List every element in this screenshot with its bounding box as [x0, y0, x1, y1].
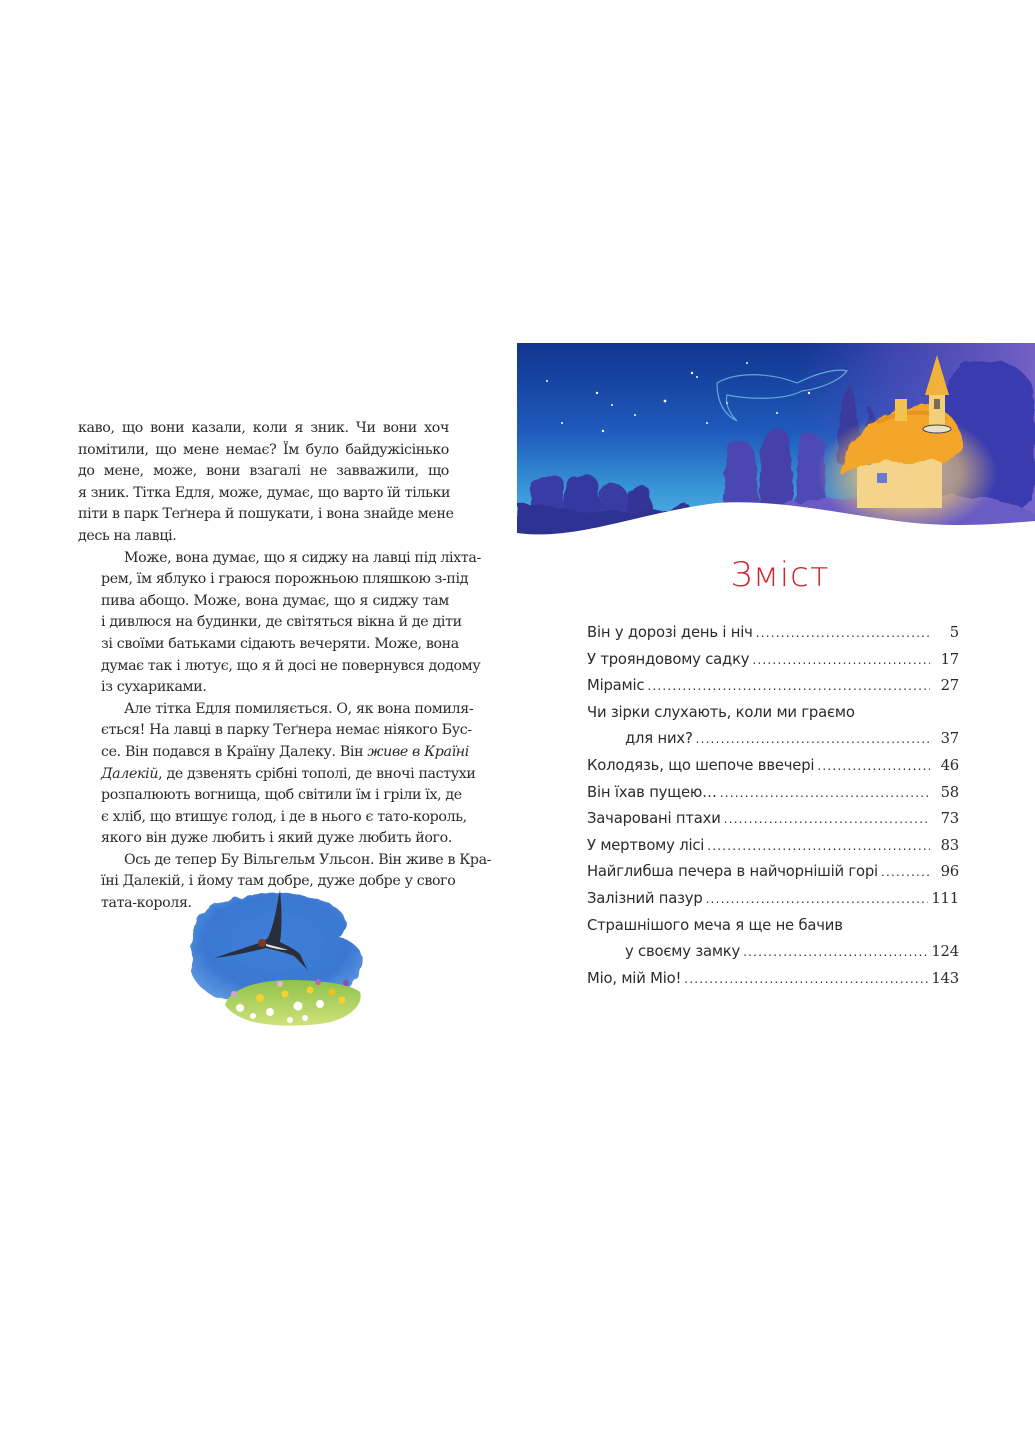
text-line: якого він дуже любить і який дуже любить його. [101, 830, 452, 847]
leader-dots [881, 859, 930, 886]
text-line [78, 764, 476, 786]
toc-entry-title: Він у дорозі день і ніч [587, 624, 753, 641]
swallow-meadow-icon [170, 880, 380, 1030]
toc-entry-page: 73 [940, 810, 959, 828]
leader-dots [684, 966, 928, 993]
toc-entry-page: 96 [940, 863, 959, 881]
text-line: Може, вона думає, що я сиджу на лавці під ліхта- [124, 549, 481, 566]
text-line: каво, що вони казали, коли я зник. Чи вони хоч [78, 420, 449, 436]
toc-entry-page: 37 [940, 730, 959, 748]
toc-entry-title: Найглибша печера в найчорнішій горі [587, 863, 878, 881]
leader-dots [706, 886, 929, 913]
leader-dots [752, 647, 930, 674]
paragraph-1 [78, 418, 454, 548]
toc-entry-title-continuation: у своєму замку [625, 943, 741, 961]
toc-entry-page: 58 [940, 783, 959, 801]
toc-entry-page: 111 [931, 889, 959, 907]
swallow-illustration [170, 880, 380, 1030]
text-fragment: се. Він подався в Країну Далеку. Він [101, 743, 364, 760]
toc-entry-title-continuation: для них? [625, 730, 693, 748]
toc-entry-line-1[interactable] [587, 913, 959, 940]
text-line: із сухариками. [101, 679, 207, 696]
text-line: я зник. Тітка Едля, може, думає, що варто їй тільки [78, 484, 451, 501]
toc-entry-title: Колодязь, що шепоче ввечері [587, 756, 815, 774]
toc-entry-page: 83 [940, 836, 959, 854]
text-line: тата-короля. [101, 895, 192, 912]
toc-entry-title: Міо, мій Міо! [587, 969, 682, 987]
text-line: Ось де тепер Бу Вільгельм Ульсон. Він живе в Кра- [124, 851, 492, 868]
toc-entry-line-2[interactable] [587, 939, 959, 966]
text-line: розпалюють вогнища, щоб світили їм і гріли їх, де [101, 787, 462, 804]
toc-entry-page: 124 [931, 943, 959, 961]
text-line: рем, їм яблуко і граюся порожньою пляшкою з-під [101, 571, 469, 588]
text-line: Але тітка Едля помиляється. О, як вона помиля- [124, 700, 474, 717]
paragraph-3 [78, 699, 476, 850]
text-line: і дивлюся на будинки, де світяться вікна й де діти [101, 614, 462, 631]
text-line: пива абощо. Може, вона думає, що я сиджу там [101, 592, 449, 609]
text-line: помітили, що мене немає? Їм було байдужісінько [78, 441, 449, 458]
text-line: десь на лавці. [78, 527, 177, 544]
toc-entry-title: У трояндовому садку [587, 650, 750, 668]
toc-entry[interactable] [587, 966, 959, 993]
night-sky-cottage-icon [517, 343, 1035, 543]
toc-entry[interactable] [587, 886, 959, 913]
leader-dots [756, 620, 930, 647]
toc-title-text: Зміст [730, 555, 830, 595]
text-line: є хліб, що втишує голод, і де в нього є тато-король, [101, 808, 467, 825]
toc-entry-title: Мірамiс [587, 677, 645, 695]
toc-entry[interactable] [587, 833, 959, 860]
left-page-text [78, 418, 492, 915]
toc-entry-page: 143 [931, 969, 959, 987]
table-of-contents [587, 620, 959, 992]
toc-entry[interactable] [587, 806, 959, 833]
toc-entry-line-1[interactable] [587, 700, 959, 727]
toc-entry-title: Страшнішого меча я ще не бачив [587, 916, 843, 934]
leader-dots [720, 780, 930, 807]
toc-entry[interactable] [587, 780, 959, 807]
leader-dots [696, 726, 930, 753]
text-line [78, 742, 469, 764]
italic-phrase: Далекій [101, 765, 159, 782]
toc-entry-page: 17 [940, 650, 959, 668]
night-cottage-illustration [517, 343, 1035, 543]
text-line: піти в парк Теґнера й пошукати, і вона знайде мене [78, 506, 454, 523]
text-line: думає так і лютує, що я й досі не повернувся додому [101, 657, 481, 674]
toc-entry-title: У мертвому лісі [587, 836, 705, 854]
toc-entry[interactable] [587, 620, 959, 647]
leader-dots [817, 753, 930, 780]
toc-entry-page: 5 [949, 624, 959, 641]
toc-entry-title: Залізний пазур [587, 889, 703, 907]
text-line: ється! На лавці в парку Теґнера немає ніякого Бус- [101, 722, 472, 739]
toc-entry[interactable] [587, 673, 959, 700]
toc-entry[interactable] [587, 859, 959, 886]
toc-entry-page: 46 [940, 756, 959, 774]
text-fragment: , де дзвенять срібні тополі, де вночі пастухи [158, 765, 476, 782]
leader-dots [743, 939, 928, 966]
paragraph-2 [78, 548, 481, 699]
text-line: їні Далекій, і йому там добре, дуже добре у свого [101, 873, 456, 890]
toc-entry-title: Чи зірки слухають, коли ми граємо [587, 703, 855, 721]
leader-dots [707, 833, 930, 860]
toc-entry-title: Він їхав пущею… [587, 783, 717, 801]
toc-entry[interactable] [587, 753, 959, 780]
toc-entry[interactable] [587, 647, 959, 674]
toc-entry-title: Зачаровані птахи [587, 810, 721, 828]
leader-dots [647, 673, 930, 700]
toc-title-lettering [700, 552, 860, 596]
leader-dots [724, 806, 930, 833]
toc-entry-page: 27 [940, 677, 959, 695]
toc-entry-line-2[interactable] [587, 726, 959, 753]
text-line: зі своїми батьками сідають вечеряти. Може, вона [101, 635, 459, 652]
toc-title [700, 552, 860, 596]
text-line: до мене, може, вони взагалі не завважили, що [78, 463, 449, 480]
italic-phrase: живе в Країні [367, 743, 469, 760]
